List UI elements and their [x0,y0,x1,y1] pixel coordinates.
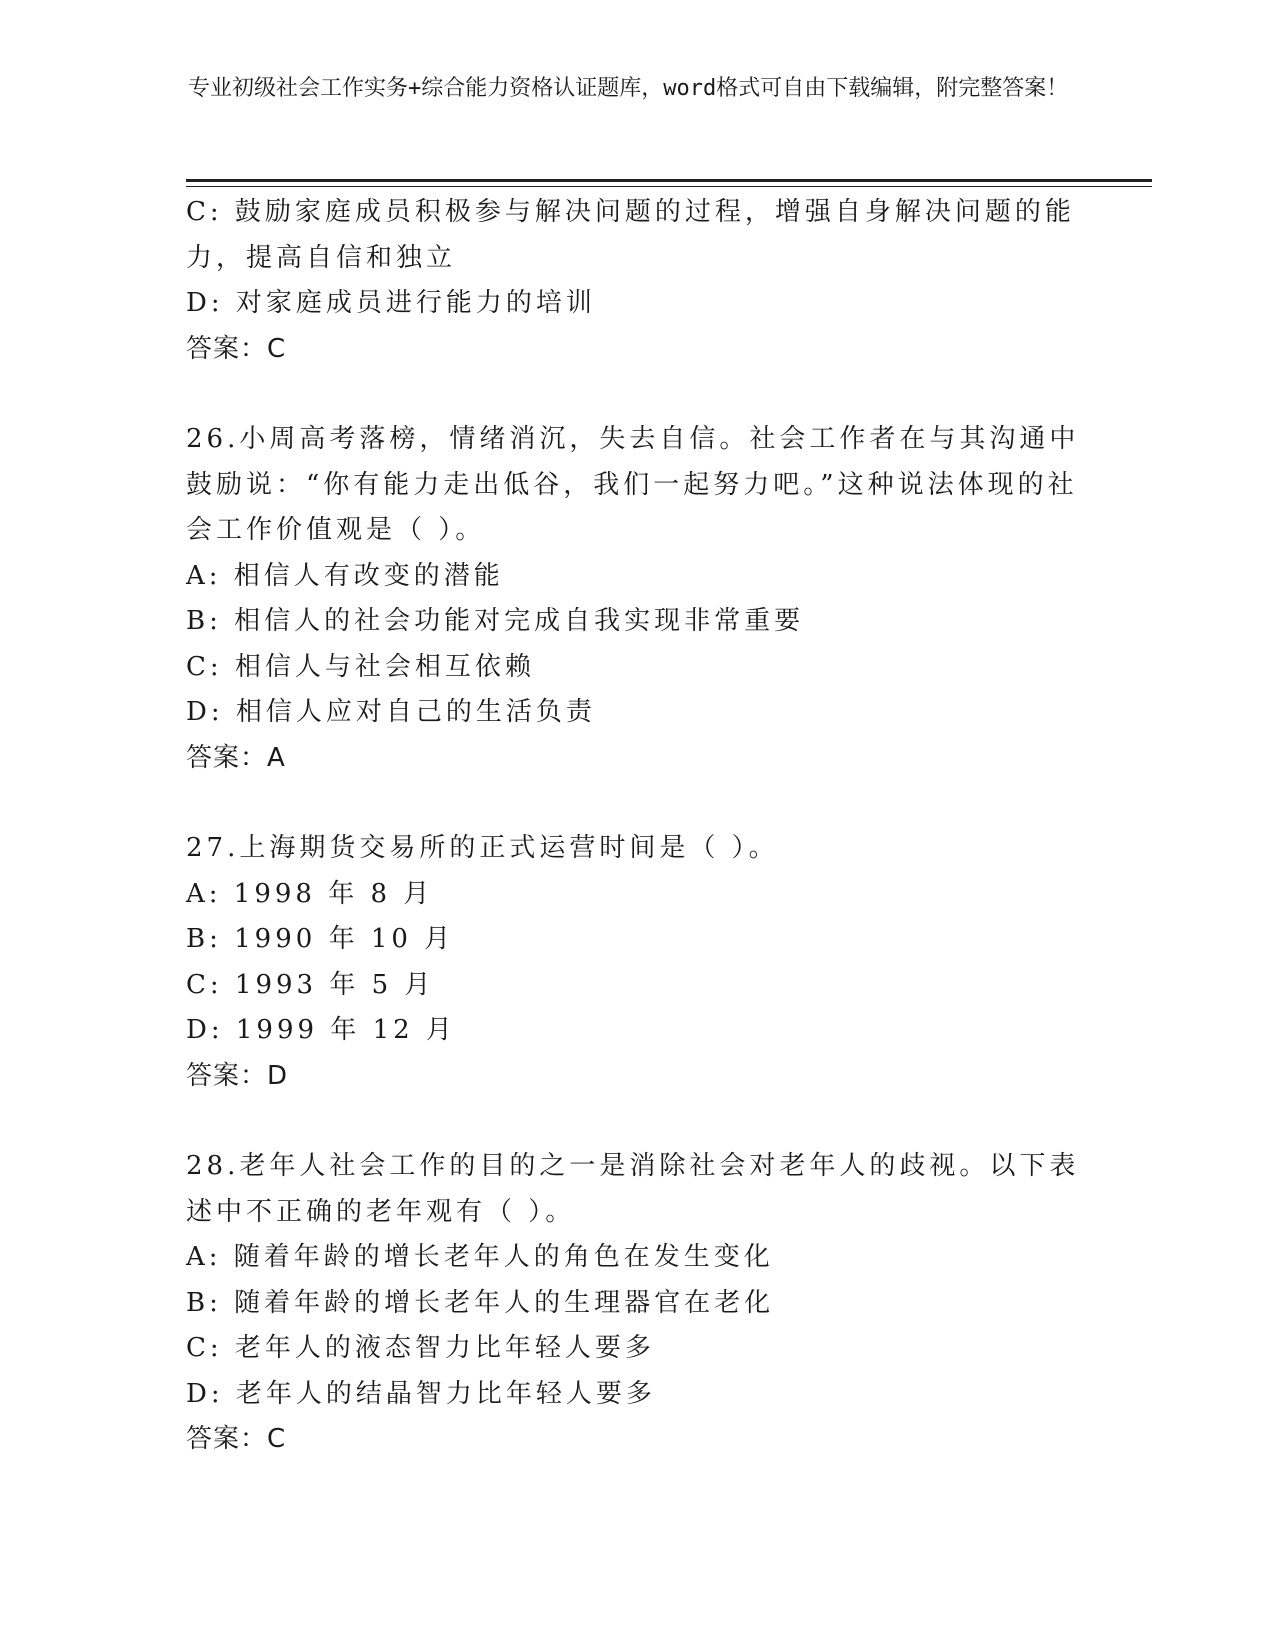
header-rule-thick [186,179,1152,182]
header-rule-thin [186,186,1152,187]
option-d: D: 1999 年 12 月 [186,1015,456,1045]
option-c: C: 老年人的液态智力比年轻人要多 [186,1333,655,1363]
question-block-28 [186,1144,1086,1463]
question-block-26 [186,417,1086,781]
question-content [186,190,1086,1463]
spacer [186,1099,1086,1144]
question-block-27 [186,826,1086,1099]
option-b: B: 1990 年 10 月 [186,924,455,954]
question-text: 27.上海期货交易所的正式运营时间是（ ）。 [186,833,779,863]
spacer [186,372,1086,417]
answer-line: 答案：D [186,1060,289,1091]
option-d: D: 老年人的结晶智力比年轻人要多 [186,1378,656,1409]
spacer [186,781,1086,826]
option-b: B: 相信人的社会功能对完成自我实现非常重要 [186,606,805,636]
answer-line: 答案：A [186,742,286,773]
option-d: D: 相信人应对自己的生活负责 [186,697,596,727]
option-a: A: 1998 年 8 月 [186,878,434,909]
question-text: 26.小周高考落榜，情绪消沉，失去自信。社会工作者在与其沟通中鼓励说：“你有能力走出低谷，我们一起努力吧。”这种说法体现的社会工作价值观是（ ）。 [186,424,1080,545]
option-c: C: 1993 年 5 月 [186,969,435,1000]
option-a: A: 随着年龄的增长老年人的角色在发生变化 [186,1242,774,1272]
question-text: 28.老年人社会工作的目的之一是消除社会对老年人的歧视。以下表述中不正确的老年观有（ ）。 [186,1151,1080,1227]
question-block-25 [186,190,1086,372]
answer-line: 答案：C [186,333,287,364]
option-c: C: 鼓励家庭成员积极参与解决问题的过程，增强自身解决问题的能力，提高自信和独立 [186,197,1075,273]
option-d: D: 对家庭成员进行能力的培训 [186,288,596,318]
answer-line: 答案：C [186,1424,287,1454]
option-c: C: 相信人与社会相互依赖 [186,651,535,682]
option-b: B: 随着年龄的增长老年人的生理器官在老化 [186,1287,775,1318]
option-a: A: 相信人有改变的潜能 [186,560,504,591]
page-header: 专业初级社会工作实务+综合能力资格认证题库，word格式可自由下载编辑，附完整答案！ [188,76,1069,101]
